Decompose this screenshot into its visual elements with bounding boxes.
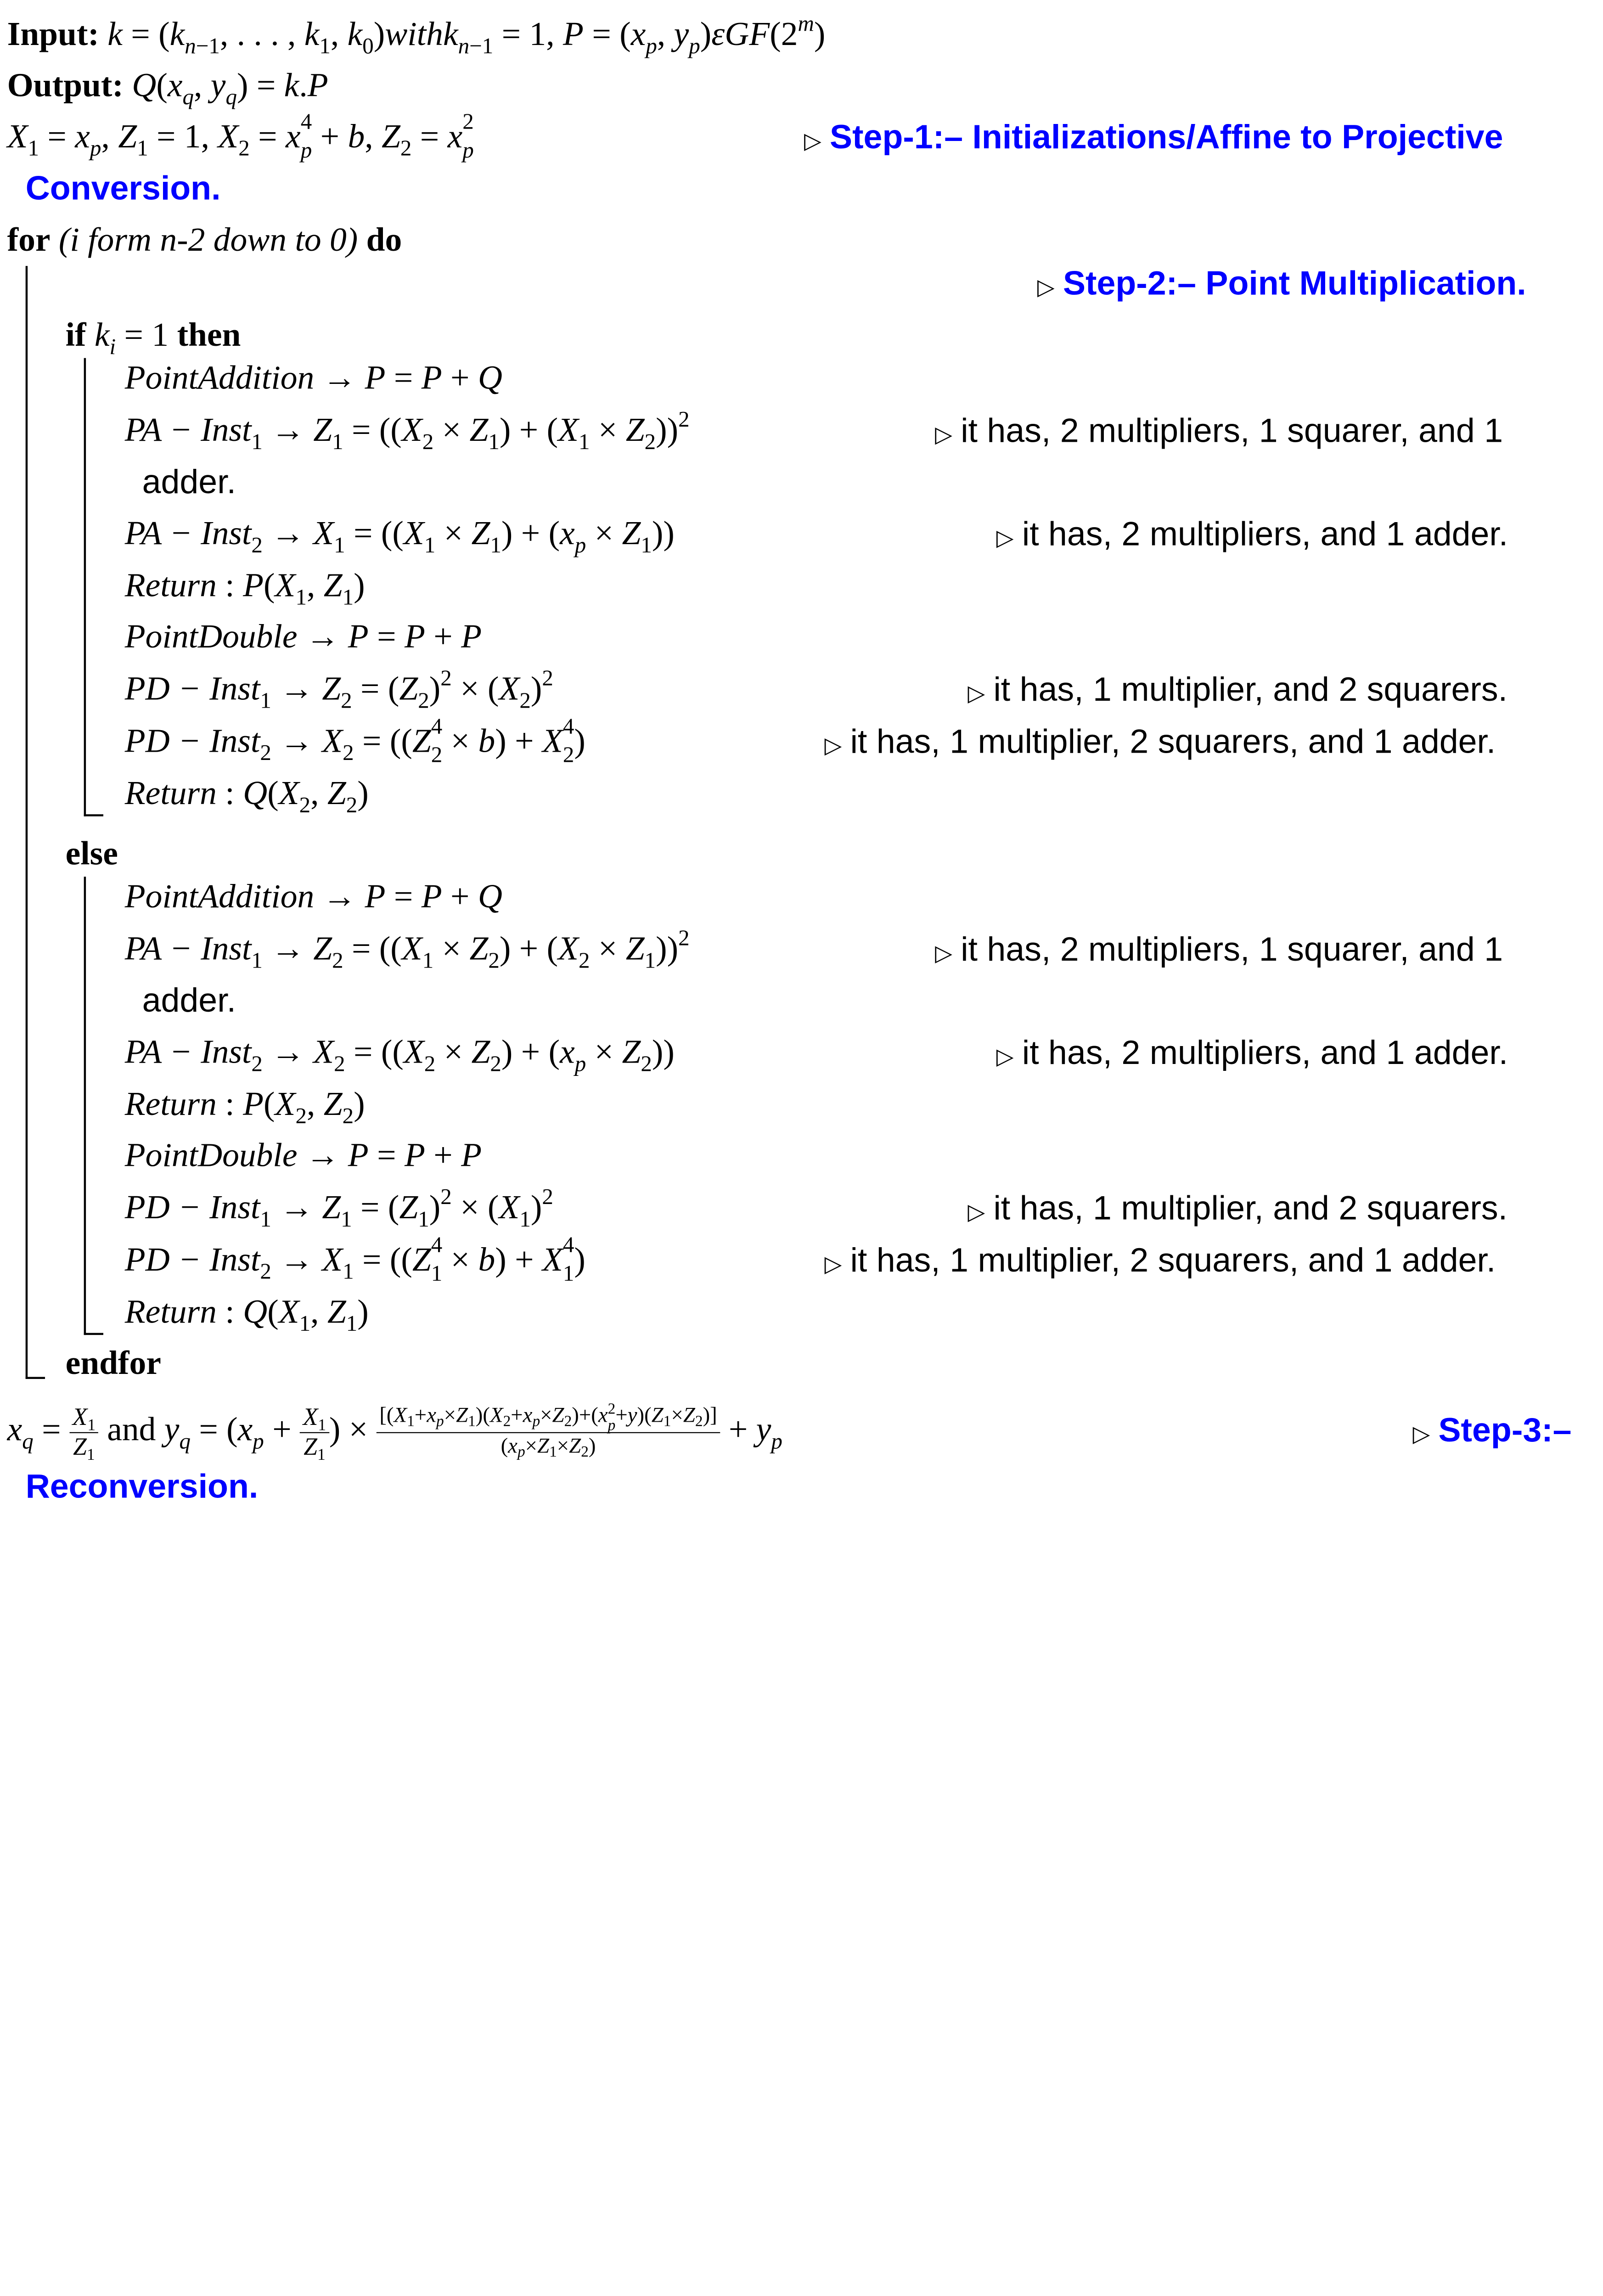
if-condition: $k_i = 1$ — [94, 317, 169, 359]
for-line — [7, 220, 402, 261]
yq-inner-fraction: $\frac{X_1}{Z_1}$ — [300, 1406, 329, 1460]
else-return-p: Return : $P(X_2$, $Z_2$) — [124, 1086, 365, 1129]
else-pa-inst1-comment-cont: adder. — [142, 981, 236, 1019]
input-label: Input: — [7, 16, 99, 53]
output-label: Output: — [7, 68, 124, 105]
if-pa-inst1-comment: ▷ it has, 2 multipliers, 1 squarer, and 1 — [935, 411, 1503, 449]
endfor-line — [66, 1343, 161, 1384]
output-line — [7, 66, 328, 110]
if-point-addition: PointAddition → P = P + Q — [124, 360, 503, 397]
then-keyword: then — [177, 317, 241, 354]
if-point-double: PointDouble → P = P + P — [124, 619, 482, 656]
step3-label-cont: Reconversion. — [25, 1467, 259, 1505]
else-line — [66, 834, 118, 875]
if-block-rule — [84, 358, 86, 816]
init-expression: $X_1 = x_p$, $Z_1 = 1$, $X_2 = x$ 4 p + b, $Z_2 = x$ 2 p — [7, 108, 474, 163]
input-expression: $k = (k_{n-1}$, . . . , $k_1$, $k_0)withk_{n-1} = 1$, $P = (x_p$, $y_p)\varepsilon GF(2^m)$ — [107, 10, 826, 58]
step3-continuation — [26, 1466, 259, 1508]
reconversion-line: $x_q$ = $\frac{X_1}{Z_1}$ and $y_q = (x_p$ + $\frac{X_1}{Z_1}$ ) × [(X1+xp×Z1)(X2+xp×Z2)+(x 2 p +y)(Z1×Z2)] (xp×Z1×Z2) + $y_p$ — [7, 1401, 782, 1464]
if-return-p: Return : $P(X_1$, $Z_1$) — [124, 568, 365, 610]
else-pd-inst2-comment: ▷ it has, 1 multiplier, 2 squarers, and 1 adder. — [824, 1241, 1496, 1279]
else-pa-inst2-comment: ▷ it has, 2 multipliers, and 1 adder. — [996, 1033, 1508, 1071]
step2-label: Step-2:– Point Multiplication. — [1063, 264, 1526, 302]
else-pa-inst1-comment: ▷ it has, 2 multipliers, 1 squarer, and 1 — [935, 929, 1503, 968]
else-point-addition: PointAddition → P = P + Q — [124, 878, 503, 916]
for-block-rule — [26, 266, 28, 1379]
yq-main-fraction: [(X1+xp×Z1)(X2+xp×Z2)+(x 2 p +y)(Z1×Z2)] (xp×Z1×Z2) — [377, 1404, 720, 1461]
if-block-foot — [84, 814, 103, 816]
triangle-right-icon: ▷ — [935, 941, 952, 967]
else-pd-inst2: PD − Inst$_2$ → $X_1 = ((Z$ 4 1 × b) + X 4 1 ) — [124, 1232, 585, 1286]
step1-continuation — [26, 168, 221, 209]
step1-label: Step-1:– Initializations/Affine to Projective — [830, 118, 1503, 156]
input-line — [7, 10, 826, 58]
else-block-foot — [84, 1333, 103, 1335]
output-expression: $Q(x_q$, $y_q) = k.P$ — [132, 68, 328, 110]
if-pd-inst2-comment: ▷ it has, 1 multiplier, 2 squarers, and 1 adder. — [824, 722, 1496, 760]
if-keyword: if — [65, 317, 86, 354]
triangle-right-icon: ▷ — [935, 422, 952, 448]
triangle-right-icon: ▷ — [824, 1252, 842, 1278]
if-line — [65, 315, 241, 359]
else-pa-inst1: PA − Inst$_1$ → $Z_2 = ((X_1 \times Z_2) + (X_2 \times Z_1))^2$ — [124, 924, 690, 973]
step1-comment — [804, 117, 1503, 163]
step1-label-cont: Conversion. — [25, 169, 221, 207]
else-pd-inst1: PD − Inst$_1$ → $Z_1 = (Z_1)^2 \times (X_1)^2$ — [124, 1183, 553, 1232]
loop-condition: (i form n-2 down to 0) — [58, 222, 358, 259]
if-pd-inst1: PD − Inst$_1$ → $Z_2 = (Z_2)^2 \times (X_2)^2$ — [124, 665, 553, 713]
if-pd-inst1-comment: ▷ it has, 1 multiplier, and 2 squarers. — [967, 670, 1508, 708]
if-return-q: Return : $Q(X_2$, $Z_2$) — [124, 775, 369, 817]
for-keyword: for — [7, 222, 51, 259]
triangle-right-icon: ▷ — [967, 1200, 985, 1226]
for-block-foot — [26, 1377, 45, 1379]
triangle-right-icon: ▷ — [824, 733, 842, 759]
endfor-keyword: endfor — [65, 1345, 161, 1382]
xq-fraction: $\frac{X_1}{Z_1}$ — [69, 1406, 99, 1460]
triangle-right-icon: ▷ — [967, 681, 985, 707]
do-keyword: do — [366, 222, 402, 259]
if-pd-inst2: PD − Inst$_2$ → $X_2 = ((Z$ 4 2 × b) + X 4 2 ) — [124, 713, 585, 767]
else-point-double: PointDouble → P = P + P — [124, 1137, 482, 1175]
if-pa-inst1-comment-cont: adder. — [142, 462, 236, 501]
else-pa-inst2: PA − Inst$_2$ → $X_2 = ((X_2 \times Z_2) + (x_p \times Z_2))$ — [124, 1034, 675, 1076]
if-pa-inst1: PA − Inst$_1$ → $Z_1 = ((X_2 \times Z_1) + (X_1 \times Z_2))^2$ — [124, 406, 690, 455]
triangle-right-icon: ▷ — [996, 526, 1014, 551]
step2-comment — [1037, 263, 1526, 309]
else-block-rule — [84, 877, 86, 1335]
triangle-right-icon: ▷ — [1412, 1422, 1430, 1448]
step3-label: Step-3:– — [1438, 1410, 1572, 1449]
if-pa-inst2: PA − Inst$_2$ → $X_1 = ((X_1 \times Z_1) + (x_p \times Z_1))$ — [124, 515, 675, 558]
else-keyword: else — [65, 836, 118, 873]
if-pa-inst2-comment: ▷ it has, 2 multipliers, and 1 adder. — [996, 514, 1508, 552]
triangle-right-icon: ▷ — [804, 129, 821, 155]
triangle-right-icon: ▷ — [1037, 275, 1055, 301]
triangle-right-icon: ▷ — [996, 1044, 1014, 1070]
init-line — [7, 108, 474, 163]
else-pd-inst1-comment: ▷ it has, 1 multiplier, and 2 squarers. — [967, 1188, 1508, 1227]
step3-comment — [1412, 1410, 1571, 1456]
else-return-q: Return : $Q(X_1$, $Z_1$) — [124, 1294, 369, 1336]
